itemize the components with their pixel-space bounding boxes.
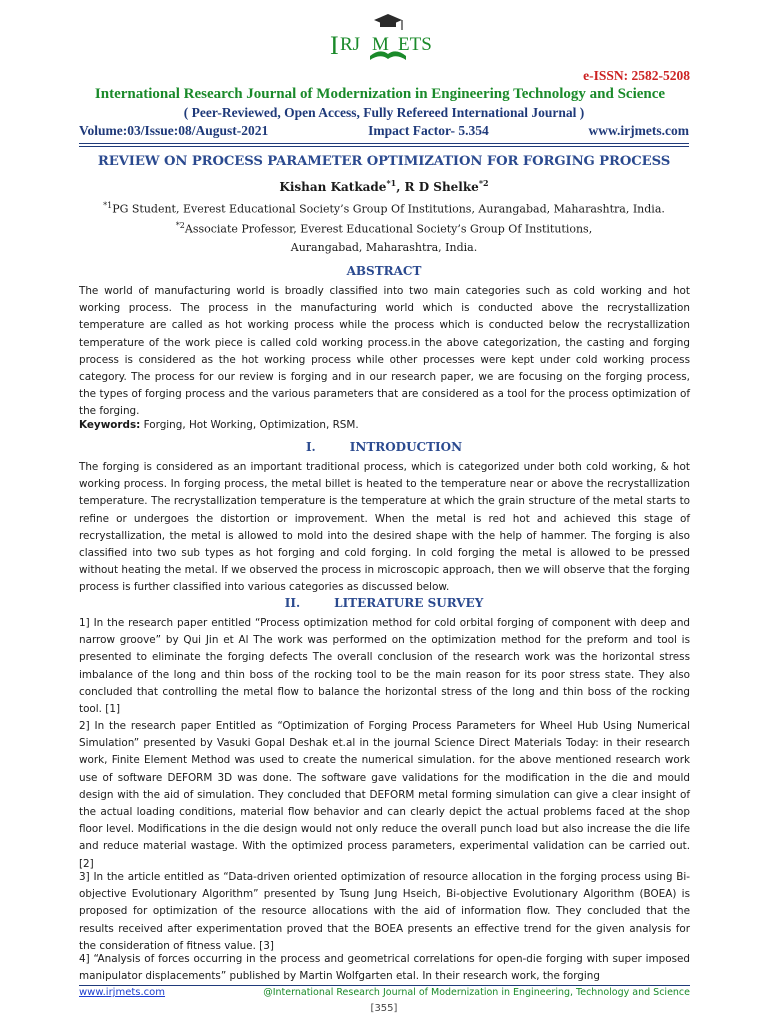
footer-copyright: @International Research Journal of Modernization in Engineering, Technology and Science: [263, 987, 690, 998]
footer-rule: [79, 985, 690, 986]
journal-website[interactable]: www.irjmets.com: [588, 123, 689, 138]
issn: e-ISSN: 2582-5208: [583, 68, 690, 83]
page-number: [355]: [370, 1003, 398, 1014]
header-rule-thin: [79, 146, 689, 147]
abstract-text: The world of manufacturing world is broadly classified into two main categories such as cold working and hot working process. The process in the manufacturing world which is conducted above the recrystallization temperature are called as hot working process while the process which is conducted below the recrystallization temperature of the work piece is called cold working process.in the above categorization, the casting and forging process is considered as the hot working process while other processes were kept under cold working process category. The process for our review is forging and in our research paper, we are focusing on the forging process, the types of forging process and the various parameters that are considered as a tool for the process optimization of the forging.: [79, 285, 690, 418]
authors: Kishan Katkade$^{*1}$, R D Shelke$^{*2}$: [279, 178, 489, 194]
journal-name: International Research Journal of Modernization in Engineering Technology and Science: [94, 86, 666, 102]
svg-text:I: I: [330, 31, 339, 60]
journal-subtitle: ( Peer-Reviewed, Open Access, Fully Refereed International Journal ): [183, 105, 585, 120]
footer-website-link[interactable]: www.irjmets.com: [79, 987, 166, 998]
issue-info-row: [79, 123, 689, 139]
irjmets-logo: [318, 10, 458, 68]
svg-text:M: M: [372, 34, 389, 55]
affiliation-1: $^{*1}$PG Student, Everest Educational Society’s Group Of Institutions, Aurangabad, Maharashtra, India.: [103, 201, 665, 216]
introduction-heading: I. INTRODUCTION: [305, 440, 463, 454]
affiliation-3: Aurangabad, Maharashtra, India.: [290, 241, 478, 254]
paper-title: REVIEW ON PROCESS PARAMETER OPTIMIZATION FOR FORGING PROCESS: [97, 154, 671, 169]
impact-factor: Impact Factor- 5.354: [368, 123, 489, 138]
keywords: [79, 417, 690, 434]
literature-item: 1] In the research paper entitled “Process optimization method for cold orbital forging of component with deep and narrow groove” by Qui Jin et Al The work was performed on the optimization method for the preform and tool is presented to eliminate the forging defects The overall conclusion of the research work was the horizontal stress imbalance of the long and thin boss of the rocking tool to be the main reason for its poor stress state. They also concluded that controlling the metal flow to balance the horizontal stress of the long and thin boss of the rocking tool. [1]: [79, 617, 690, 716]
keywords-label: Keywords:: [79, 419, 141, 431]
keywords-list: Forging, Hot Working, Optimization, RSM.: [140, 419, 359, 431]
literature-item: 2] In the research paper Entitled as “Optimization of Forging Process Parameters for Wheel Hub Using Numerical Simulation” presented by Vasuki Gopal Deshak et.al in the journal Science Direct Materials Today: in their research work, Finite Element Method was used to create the numerical simulation. for the above mentioned research work use of software DEFORM 3D was done. The software gave validations for the modification in the die and mould design with the aid of simulation. They concluded that DEFORM metal forming simulation can give a clear insight of the actual loading conditions, material flow behavior and can clearly depict the actual problems faced at the shop floor level. Modifications in the die design would not only reduce the overall punch load but also increase the die life and reduce material wastage. With the optimized process parameters, experimental validation can be carried out. [2]: [79, 720, 690, 870]
introduction-text: The forging is considered as an important traditional process, which is categorized under both cold working, & hot working process. In forging process, the metal billet is heated to the temperature near or above the recrystallization temperature. The recrystallization temperature is the temperature at which the grain structure of the metal starts to refine or undergoes the distortion or improvement. When the metal is red hot and achieved this stage of recrystallization, the metal is allowed to mold into the desired shape with the help of hammer. The forging is also classified into two sub types as hot forging and cold forging. In cold forging the metal is allowed to be pressed without heating the metal. If we observed the process in microscopic approach, then we will observe that the forging process is further classified into various categories as discussed below.: [79, 461, 690, 594]
svg-text:ETS: ETS: [398, 34, 432, 55]
svg-text:RJ: RJ: [340, 34, 361, 55]
literature-heading: II. LITERATURE SURVEY: [284, 596, 484, 610]
volume-info: Volume:03/Issue:08/August-2021: [79, 123, 269, 138]
affiliation-2: $^{*2}$Associate Professor, Everest Educational Society’s Group Of Institutions,: [175, 221, 593, 236]
header-rule: [79, 143, 689, 144]
abstract-heading: ABSTRACT: [346, 264, 422, 278]
literature-item: 3] In the article entitled as “Data-driven oriented optimization of resource allocation in the forging process using Bi-objective Evolutionary Algorithm” presented by Tsung Jung Hseich, Bi-objective Evolutionary Algorithm (BOEA) is proposed for optimization of the resource allocations with the aid of information flow. They concluded that the results received after experimentation proved that the BOEA presents an effective trend for the given analysis for the consideration of fitness value. [3]: [79, 871, 690, 952]
literature-item: 4] “Analysis of forces occurring in the process and geometrical correlations for open-die forging with super imposed manipulator displacements” published by Martin Wolfgarten etal. In their research work, the forging: [79, 953, 690, 983]
